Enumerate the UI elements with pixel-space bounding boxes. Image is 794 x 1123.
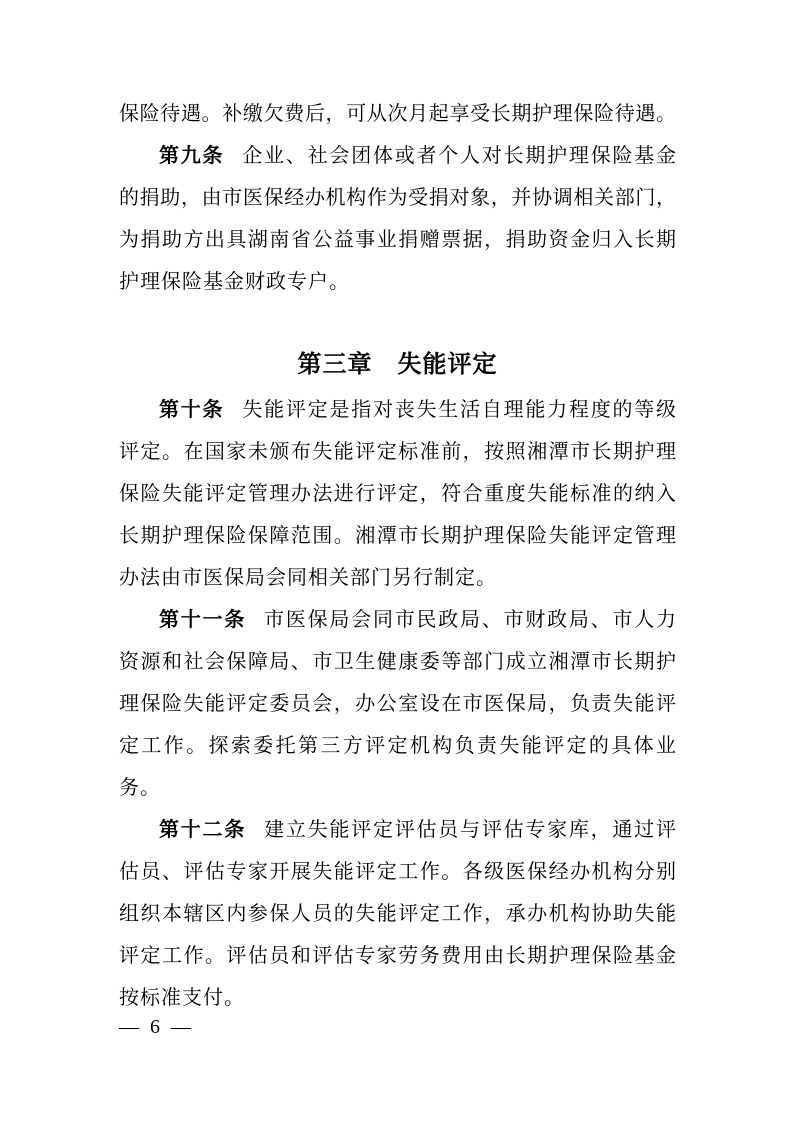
text-line: 长期护理保险保障范围。湘潭市长期护理保险失能评定管理	[119, 525, 676, 547]
article-number: 第十条	[159, 399, 225, 421]
text-line: 评定工作。评估员和评估专家劳务费用由长期护理保险基金	[119, 945, 676, 967]
text-line: 的捐助，由市医保经办机构作为受捐对象，并协调相关部门，	[119, 187, 676, 209]
text-line: 为捐助方出具湖南省公益事业捐赠票据，捐助资金归入长期	[119, 229, 676, 251]
article-number: 第十一条	[159, 609, 247, 631]
text-line: 第十条 失能评定是指对丧失生活自理能力程度的等级	[159, 399, 677, 421]
text-line: 第十二条 建立失能评定评估员与评估专家库，通过评	[159, 819, 677, 841]
text-line: 保险待遇。补缴欠费后，可从次月起享受长期护理保险待遇。	[119, 103, 676, 125]
page-number: — 6 —	[119, 1016, 194, 1038]
text-line: 护理保险基金财政专户。	[119, 271, 350, 293]
text-line: 组织本辖区内参保人员的失能评定工作，承办机构协助失能	[119, 903, 676, 925]
text-line: 定工作。探索委托第三方评定机构负责失能评定的具体业	[119, 735, 676, 757]
text-line: 资源和社会保障局、市卫生健康委等部门成立湘潭市长期护	[119, 651, 676, 673]
document-body	[119, 93, 676, 1019]
text-line: 第九条 企业、社会团体或者个人对长期护理保险基金	[159, 145, 677, 167]
text-line: 保险失能评定管理办法进行评定，符合重度失能标准的纳入	[119, 483, 676, 505]
text-line: 务。	[119, 777, 161, 799]
text-line: 评定。在国家未颁布失能评定标准前，按照湘潭市长期护理	[119, 441, 676, 463]
text-line: 理保险失能评定委员会，办公室设在市医保局，负责失能评	[119, 693, 676, 715]
text-line: 第十一条 市医保局会同市民政局、市财政局、市人力	[159, 609, 677, 631]
article-number: 第十二条	[159, 819, 247, 841]
text-line: 按标准支付。	[119, 987, 245, 1009]
text-line: 办法由市医保局会同相关部门另行制定。	[119, 567, 497, 589]
chapter-heading: 第三章 失能评定	[297, 351, 498, 378]
article-number: 第九条	[159, 145, 225, 167]
text-line: 估员、评估专家开展失能评定工作。各级医保经办机构分别	[119, 861, 676, 883]
